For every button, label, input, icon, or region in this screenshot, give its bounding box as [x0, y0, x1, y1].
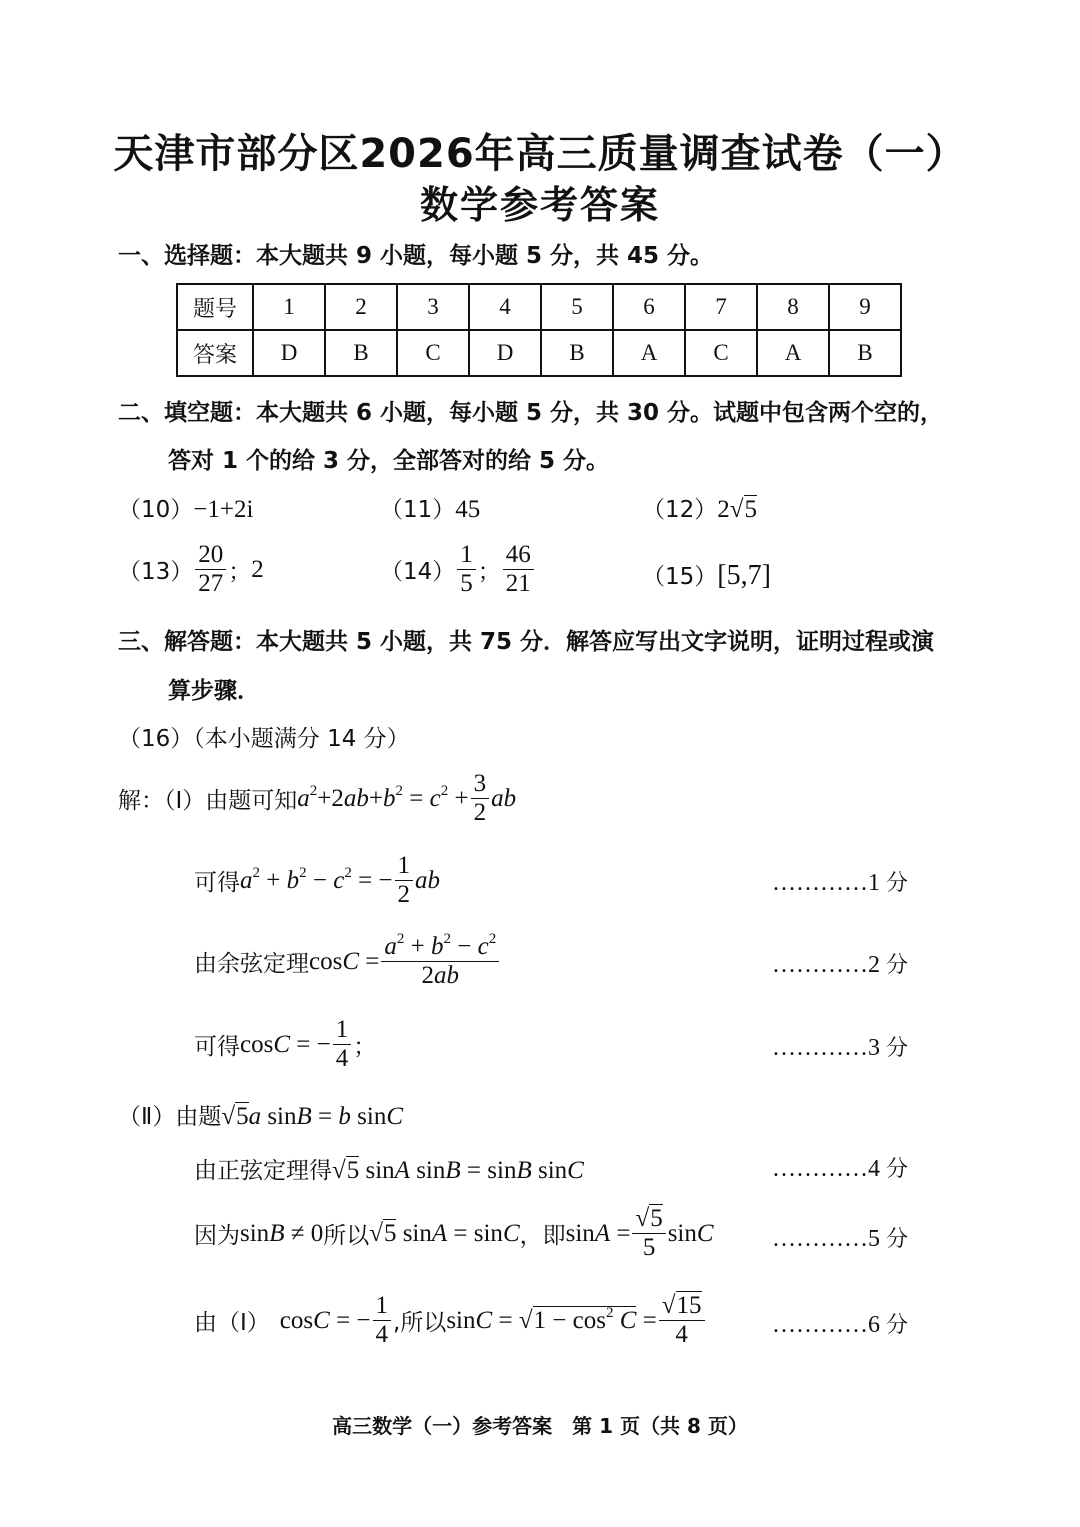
q13-fraction	[195, 541, 226, 598]
table-cell: B	[541, 330, 613, 376]
q13-second: 2	[251, 555, 264, 583]
answer-q11	[380, 491, 480, 524]
answer-q15	[642, 558, 771, 592]
q14-fraction-2	[503, 541, 534, 598]
table-cell: 2	[325, 284, 397, 330]
section2-heading-line1: 二、填空题：本大题共 6 小题，每小题 5 分，共 30 分。试题中包含两个空的，	[118, 400, 944, 426]
answer-table	[176, 283, 902, 377]
fraction-1-4-b: $\frac{1}{4}$	[373, 1292, 392, 1349]
section3-heading-line1: 三、解答题：本大题共 5 小题，共 75 分．解答应写出文字说明，证明过程或演	[118, 629, 935, 655]
table-header-number: 题号	[177, 284, 253, 330]
step5-tail: sinC	[667, 1219, 714, 1247]
q11-label: （11）	[380, 497, 456, 523]
q14-frac2-den: 21	[505, 570, 531, 597]
page-subtitle: 数学参考答案	[419, 183, 660, 227]
part1-step3: 可得 cosC = − $\frac{1}{4}$ ；	[194, 1016, 377, 1072]
q13-separator: ；	[228, 559, 252, 585]
q13-label: （13）	[118, 559, 194, 585]
step5-result: sinA =	[565, 1219, 631, 1247]
table-cell: B	[325, 330, 397, 376]
part1-step3-text: 可得	[194, 1034, 240, 1060]
part1-intro-text: 解：（Ⅰ）由题可知	[118, 788, 298, 814]
part2-step4-text: 由正弦定理得	[194, 1158, 332, 1184]
step3-equation: cosC = −	[240, 1030, 331, 1058]
page-title: 天津市部分区2026年高三质量调查试卷（一）	[113, 131, 967, 177]
step5-condition: sinB ≠ 0	[240, 1219, 324, 1247]
part2-step6	[194, 1292, 707, 1349]
fraction-sqrt5-5: $\frac{√5}{5}$	[632, 1205, 665, 1262]
q16-title: （16）（本小题满分 14 分）	[118, 726, 410, 752]
part2-intro	[118, 1098, 403, 1131]
part1-intro: 解：（Ⅰ）由题可知 $a^2+2ab+b^2 = c^2$ + $\frac{3}{2}$ ab	[118, 770, 517, 826]
answer-q12	[642, 491, 757, 524]
table-row-numbers	[177, 284, 901, 330]
q14-separator: ；	[477, 559, 501, 585]
step4-equation: √5 sinA sinB = sinB sinC	[332, 1157, 584, 1184]
q14-frac1-num: 1	[457, 541, 476, 570]
q12-coef: 2	[717, 496, 730, 523]
q11-answer: 45	[455, 496, 481, 523]
q15-answer: [5,7]	[717, 560, 771, 591]
table-cell: 5	[541, 284, 613, 330]
score-marker: …………5 分	[772, 1226, 909, 1252]
fraction-sqrt15-4: $\frac{√15}{4}$	[659, 1292, 705, 1349]
q12-radicand: 5	[744, 496, 758, 523]
score-marker: …………1 分	[772, 870, 909, 896]
table-cell: A	[613, 330, 685, 376]
part1-step1: 可得 $a^2 + b^2 - c^2$ = − $\frac{1}{2}$ ab	[194, 852, 441, 908]
q14-label: （14）	[380, 559, 456, 585]
table-cell: B	[829, 330, 901, 376]
q13-frac-num: 20	[195, 541, 226, 570]
step5-text-a: 因为	[194, 1223, 240, 1249]
q10-answer: −1+2i	[193, 496, 254, 523]
q12-label: （12）	[642, 497, 718, 523]
score-marker: …………2 分	[772, 952, 909, 978]
part2-step4	[194, 1152, 584, 1185]
section2-heading-line2: 答对 1 个的给 3 分，全部答对的给 5 分。	[168, 448, 610, 474]
table-cell: D	[253, 330, 325, 376]
q15-label: （15）	[642, 564, 718, 590]
table-cell: 3	[397, 284, 469, 330]
q10-label: （10）	[118, 497, 194, 523]
part1-step2	[194, 930, 501, 990]
cosine-law-fraction: $\frac{a^2 + b^2 - c^2}{2ab}$	[381, 933, 499, 990]
step6-cos: cosC = −	[279, 1306, 371, 1334]
table-cell: D	[469, 330, 541, 376]
table-cell: C	[685, 330, 757, 376]
step5-text-b: 所以	[323, 1223, 370, 1249]
part2-step5	[194, 1205, 714, 1262]
score-marker: …………6 分	[772, 1312, 909, 1338]
part1-step2-text: 由余弦定理	[194, 951, 309, 977]
part2-intro-text: （Ⅱ）由题	[118, 1104, 222, 1130]
table-cell: 7	[685, 284, 757, 330]
page-footer: 高三数学（一）参考答案 第 1 页（共 8 页）	[332, 1414, 748, 1438]
step5-text-c: ，即	[519, 1223, 566, 1249]
table-row-answers	[177, 330, 901, 376]
fraction-1-4: $\frac{1}{4}$	[333, 1016, 352, 1073]
q13-frac-den: 27	[198, 570, 224, 597]
table-cell: 1	[253, 284, 325, 330]
step1-equation: $a^2 + b^2 - c^2$ = −	[240, 864, 393, 894]
step6-text-a: 由（Ⅰ）	[194, 1310, 270, 1336]
table-cell: 8	[757, 284, 829, 330]
part1-step1-text: 可得	[194, 870, 240, 896]
sqrt-symbol: √5	[729, 496, 758, 523]
table-header-answer: 答案	[177, 330, 253, 376]
q14-frac2-num: 46	[503, 541, 534, 570]
fraction-3-2: $\frac{3}{2}$	[471, 770, 490, 827]
part2-equation: √5a sinB = b sinC	[221, 1103, 404, 1130]
table-cell: 6	[613, 284, 685, 330]
table-cell: 9	[829, 284, 901, 330]
section3-heading-line2: 算步骤．	[168, 678, 260, 704]
score-marker: …………4 分	[772, 1156, 909, 1182]
table-cell: C	[397, 330, 469, 376]
answer-q10	[118, 491, 253, 524]
step6-text-b: ,所以	[393, 1310, 447, 1336]
q14-fraction-1	[457, 541, 476, 598]
step5-equation: √5 sinA = sinC	[369, 1219, 520, 1247]
score-marker: …………3 分	[772, 1035, 909, 1061]
step6-equation: $\sin C = √1 - \cos^2 C$ =	[446, 1304, 657, 1334]
answer-q14	[380, 541, 536, 598]
q14-frac1-den: 5	[460, 570, 473, 597]
table-cell: A	[757, 330, 829, 376]
answer-q13	[118, 541, 264, 598]
fraction-1-2: $\frac{1}{2}$	[395, 852, 414, 909]
step2-equation: cosC =	[309, 947, 380, 975]
section1-heading: 一、选择题：本大题共 9 小题，每小题 5 分，共 45 分。	[118, 243, 714, 269]
table-cell: 4	[469, 284, 541, 330]
part1-equation: $a^2+2ab+b^2 = c^2$ +	[297, 782, 469, 812]
